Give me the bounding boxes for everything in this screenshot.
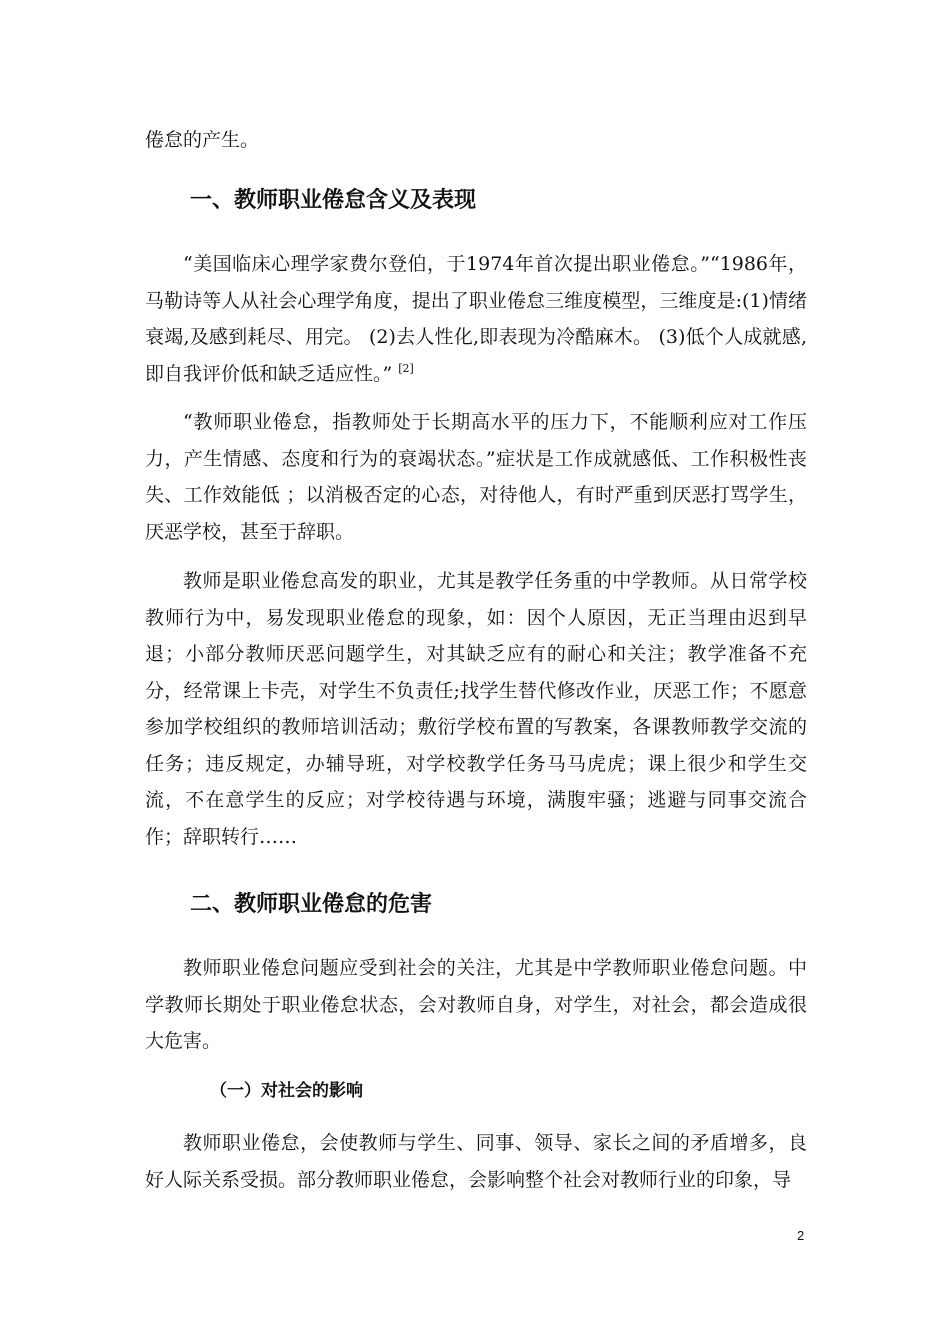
section2-paragraph-1: 教师职业倦怠问题应受到社会的关注，尤其是中学教师职业倦怠问题。中学教师长期处于职业倦怠状态，会对教师自身，对学生，对社会，都会造成很大危害。 [145, 957, 807, 1052]
subsection1-heading: （一）对社会的影响 [210, 1081, 363, 1101]
section1-paragraph-3: 教师是职业倦怠高发的职业，尤其是教学任务重的中学教师。从日常学校教师行为中，易发现职业倦怠的现象，如：因个人原因，无正当理由迟到早退；小部分教师厌恶问题学生，对其缺乏应有的耐心和关注；教学准备不充分，经常课上卡壳，对学生不负责任;找学生替代修改作业，厌恶工作；不愿意参加学校组织的教师培训活动；敷衍学校布置的写教案，各课教师教学交流的任务；违反规定，办辅导班，对学校教学任务马马虎虎；课上很少和学生交流，不在意学生的反应；对学校待遇与环境，满腹牢骚；逃避与同事交流合作；辞职转行…… [145, 570, 807, 848]
citation-marker: [2] [398, 362, 414, 376]
subsection1-paragraph-1: 教师职业倦怠，会使教师与学生、同事、领导、家长之间的矛盾增多，良好人际关系受损。部分教师职业倦怠，会影响整个社会对教师行业的印象，导 [145, 1132, 807, 1191]
page-number: 2 [797, 1228, 805, 1243]
section2-heading: 二、教师职业倦怠的危害 [190, 892, 433, 917]
section1-paragraph-1-text: “美国临床心理学家费尔登伯，于1974年首次提出职业倦怠。”“1986年，马勒诗等人从社会心理学角度，提出了职业倦怠三维度模型，三维度是:(1)情绪衰竭,及感到耗尽、用完。 (2)去人性化,即表现为冷酷麻木。 (3)低个人成就感,即自我评价低和缺乏适应性。” [145, 253, 807, 385]
intro-tail-paragraph: 倦怠的产生。 [145, 129, 260, 151]
section1-paragraph-1 [145, 246, 807, 392]
section1-heading: 一、教师职业倦怠含义及表现 [190, 188, 477, 213]
section1-paragraph-2: “教师职业倦怠，指教师处于长期高水平的压力下，不能顺利应对工作压力，产生情感、态度和行为的衰竭状态。”症状是工作成就感低、工作积极性丧失、工作效能低 ；以消极否定的心态，对待他人，有时严重到厌恶打骂学生，厌恶学校，甚至于辞职。 [145, 411, 807, 543]
